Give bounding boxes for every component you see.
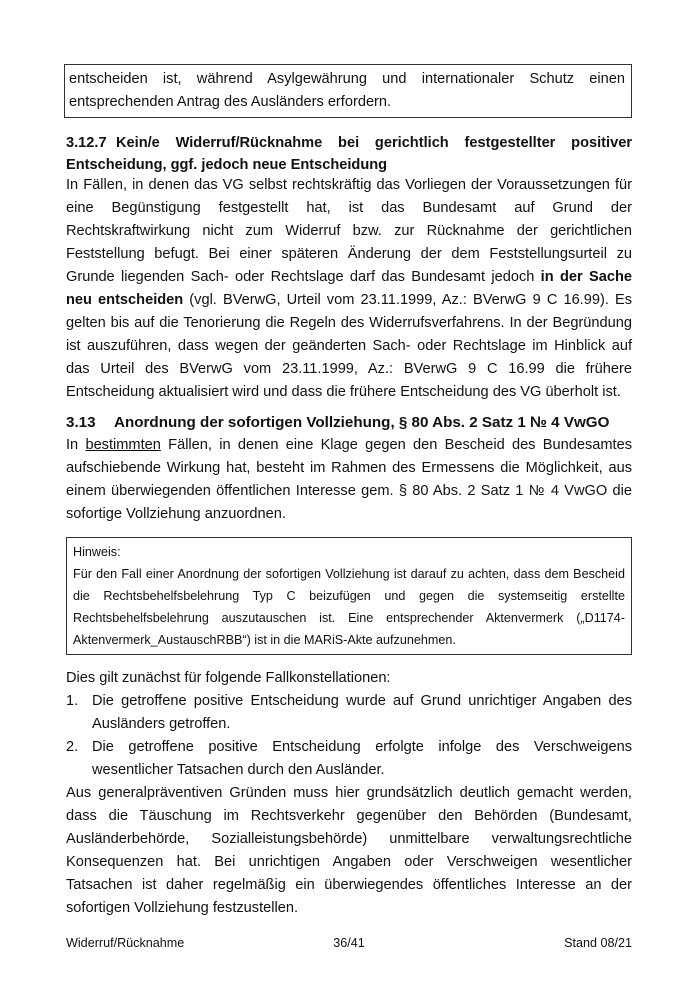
list-item-text: Die getroffene positive Entscheidung wurde auf Grund unrichtiger Angaben des Ausländers getroffen. [92,693,632,732]
underlined-text: bestimmten [85,437,161,453]
section-3-12-7-heading [66,132,632,176]
section-title: Kein/e Widerruf/Rücknahme bei gerichtlich festgestellter positiver Entscheidung, ggf. jedoch neue Entscheidung [66,135,632,173]
note-box [66,537,632,655]
section-3-13-heading [66,412,632,434]
cases-list [66,690,632,782]
footer-document-title: Widerruf/Rücknahme [66,936,185,950]
section-number: 3.13 [66,414,96,431]
paragraph-text-continued: (vgl. BVerwG, Urteil vom 23.11.1999, Az.: BVerwG 9 C 16.99). Es gelten bis auf die Tenorierung die Regeln des Widerrufsverfahrens. In der Begründung ist auszuführen, dass wegen der geänderten Sach- oder Rechtslage im Hinblick auf das Urteil des BVerwG vom 23.11.1999, Az.: BVerwG 9 C 16.99 die frühere Entscheidung aktualisiert wird und dass die frühere Entscheidung des VG überholt ist. [66,292,633,400]
cases-intro: Dies gilt zunächst für folgende Fallkonstellationen: [66,670,391,686]
list-item-text: Die getroffene positive Entscheidung erfolgte infolge des Verschweigens wesentlicher Tatsachen durch den Ausländer. [92,739,632,778]
list-item-number: 2. [66,739,79,755]
note-text: Für den Fall einer Anordnung der sofortigen Vollziehung ist darauf zu achten, dass dem Bescheid die Rechtsbehelfsbelehrung Typ C beizufügen und gegen die systemseitig erstellte Rechtsbehelfsbelehrung auszutauschen ist. Eine entsprechender Aktenvermerk („D1174-Aktenvermerk_AustauschRBB“) ist in die MARiS-Akte aufzunehmen. [73,567,625,647]
section-number: 3.12.7 [66,135,107,151]
footer-version: Stand 08/21 [564,936,632,950]
paragraph-text: In Fällen, in denen das VG selbst rechtskräftig das Vorliegen der Voraussetzungen für eine Begünstigung festgestellt hat, ist das Bundesamt auf Grund der Rechtskraftwirkung nicht zum Widerruf bzw. zur Rücknahme der gerichtlichen Feststellung befugt. Bei einer späteren Änderung der dem Feststellungsurteil zu Grunde liegenden Sach- oder Rechtslage darf das Bundesamt jedoch [66,177,632,285]
list-item [66,690,632,736]
list-item [66,736,632,782]
section-title: Anordnung der sofortigen Vollziehung, § 80 Abs. 2 Satz 1 № 4 VwGO [114,414,610,431]
section-3-12-7-paragraph [66,174,632,404]
note-label: Hinweis: [73,545,121,559]
footer-page-number: 36/41 [333,936,365,950]
continued-text-box [64,64,632,118]
paragraph-text-continued: Fällen, in denen eine Klage gegen den Bescheid des Bundesamtes aufschiebende Wirkung hat, besteht im Rahmen des Ermessens die Möglichkeit, aus einem überwiegenden öffentlichen Interesse gem. § 80 Abs. 2 Satz 1 № 4 VwGO die sofortige Vollziehung anzuordnen. [66,437,632,522]
cases-conclusion: Aus generalpräventiven Gründen muss hier grundsätzlich deutlich gemacht werden, dass die Täuschung im Rechtsverkehr gegenüber den Behörden (Bundesamt, Ausländerbehörde, Sozialleistungsbehörde) unmittelbare verwaltungsrechtliche Konsequenzen hat. Bei unrichtigen Angaben oder Verschweigen wesentlicher Tatsachen ist daher regelmäßig ein überwiegendes öffentliches Interesse an der sofortigen Vollziehung festzustellen. [66,785,632,916]
paragraph-bold-text: in der Sache neu entscheiden [66,269,632,308]
paragraph-text: In [66,437,86,453]
section-3-13-paragraph [66,434,632,526]
list-item-number: 1. [66,693,79,709]
continued-text: entscheiden ist, während Asylgewährung und internationaler Schutz einen entsprechenden Antrag des Ausländers erfordern. [69,71,625,110]
